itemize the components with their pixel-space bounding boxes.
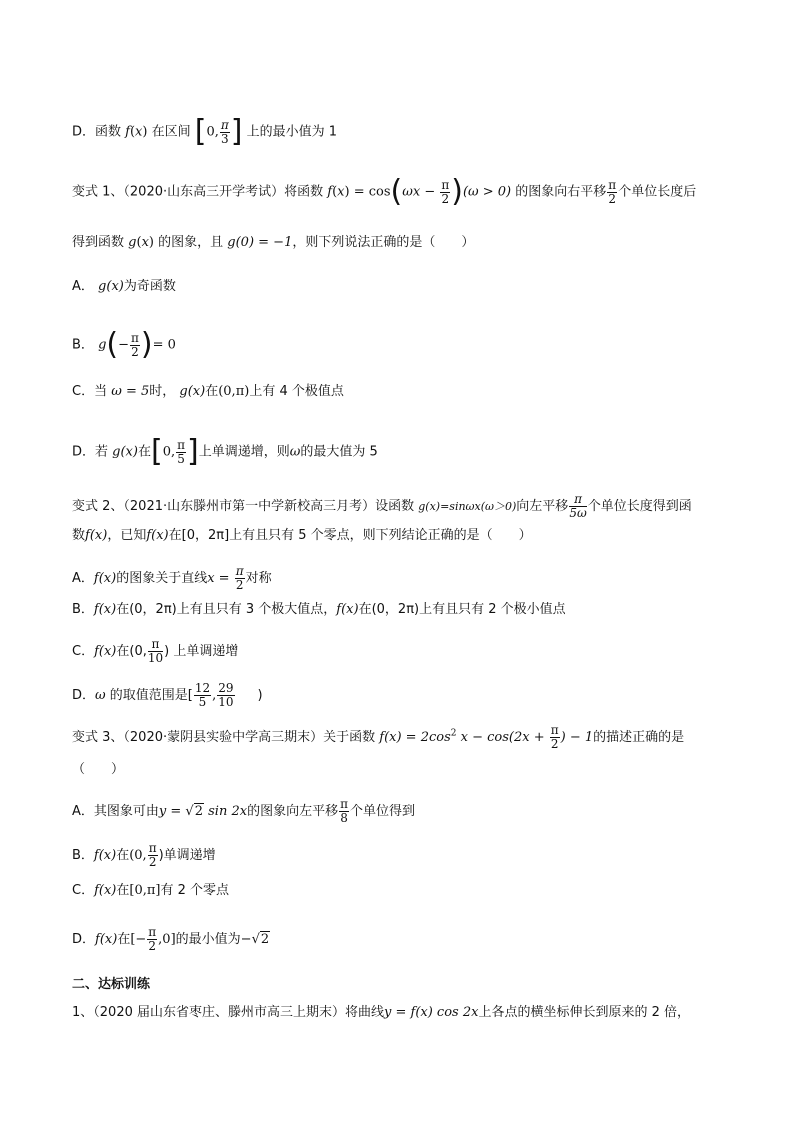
math: g(0) = −1 [227, 235, 293, 250]
fraction: $\frac{\pi}{2}$ [131, 330, 139, 359]
variant-3-option-c: C．f(x)在[0,π]有 2 个零点 [72, 883, 230, 898]
fraction: $\frac{\pi}{2}$ [441, 177, 450, 206]
variant-1-option-a: A． g(x)为奇函数 [72, 279, 176, 294]
text: 在区间 [151, 124, 191, 140]
fraction: $\frac{12}{5}$ [194, 681, 211, 709]
variant-3-option-b: B．f(x)在(0, $\frac{\pi}{2}$ )单调递增 [72, 841, 216, 869]
variant-1-stem: 变式 1、（2020·山东高三开学考试）将函数 f(x) = cos(ωx − $\frac{\pi}{2}$ )(ω > 0) 的图象向右平移 $\frac{\pi}{2}$ 个单位长度后 [72, 174, 697, 209]
variant-2-option-a: A．f(x)的图象关于直线x = $\frac{\pi}{2}$ 对称 [72, 564, 272, 592]
fraction: $\frac{\pi}{2}$ [148, 841, 157, 869]
math: f [125, 124, 130, 140]
text: 得到函数 [72, 235, 125, 250]
fraction: $\frac{\pi}{5\omega}$ [569, 492, 587, 520]
fraction: $\frac{29}{10}$ [218, 681, 234, 709]
text: 上的最小值为 1 [246, 124, 338, 140]
fraction: $\frac{\pi}{2}$ [608, 177, 617, 206]
math: x [135, 124, 143, 140]
fraction: $\frac{\pi}{2}$ [235, 564, 244, 592]
text: 个单位长度后 [618, 184, 697, 200]
variant-3-option-d: D．f(x)在[− $\frac{\pi}{2}$ ,0]的最小值为−√2 [72, 925, 270, 953]
text: 的图象，且 [158, 235, 224, 250]
variant-1-option-c: C．当 ω = 5时， g(x)在(0,π)上有 4 个极值点 [72, 384, 344, 399]
fraction: $\frac{\pi}{2}$ [148, 925, 157, 953]
question-1: 1、（2020 届山东省枣庄、滕州市高三上期末）将曲线y = f(x) cos 2x上各点的横坐标伸长到原来的 2 倍， [72, 1005, 690, 1020]
fraction: $\frac{\pi}{2}$ [550, 723, 559, 751]
math: g(x) [98, 279, 124, 294]
math: g(x)=sinωx(ω＞0) [418, 500, 517, 513]
text: D．函数 [72, 124, 122, 140]
variant-1-option-d: D．若 g(x)在[0, $\frac{\pi}{5}$ ]上单调递增，则ω的最大值为 5 [72, 434, 378, 469]
fraction: $\frac{\pi}{3}$ [220, 117, 229, 146]
text: 变式 1、（2020·山东高三开学考试）将函数 [72, 184, 324, 200]
math: 0, [206, 124, 219, 140]
fraction: $\frac{\pi}{8}$ [340, 797, 348, 825]
text: ，则下列说法正确的是（ ） [292, 235, 475, 250]
math: = cos [353, 184, 391, 200]
fraction: $\frac{\pi}{10}$ [147, 637, 164, 665]
variant-1-option-b: B． g(− $\frac{\pi}{2}$ )= 0 [72, 327, 176, 362]
prev-option-d: D．函数 f(x) 在区间 [0, $\frac{\pi}{3}$ ] 上的最小值为 1 [72, 114, 338, 149]
fraction: $\frac{\pi}{5}$ [177, 437, 185, 466]
section-title: 二、达标训练 [72, 977, 151, 992]
text: 的图象向右平移 [515, 184, 607, 200]
variant-3-stem: 变式 3、（2020·蒙阴县实验中学高三期末）关于函数 $f(x) = 2\cos^2$ x − cos(2x + $\frac{\pi}{2}$ ) − 1的描述正确的是 [72, 723, 685, 751]
variant-3-option-a: A．其图象可由y = √2 sin 2x的图象向左平移 $\frac{\pi}{8}$ 个单位得到 [72, 797, 415, 825]
variant-2-stem-2: 数f(x)，已知f(x)在[0，2π]上有且只有 5 个零点，则下列结论正确的是（ ） [72, 528, 532, 543]
variant-1-stem-2: 得到函数 g(x) 的图象，且 g(0) = −1，则下列说法正确的是（ ） [72, 235, 475, 250]
variant-2-option-c: C．f(x)在(0, $\frac{\pi}{10}$ ) 上单调递增 [72, 637, 239, 665]
math: f [327, 184, 333, 200]
variant-2-stem: 变式 2、（2021·山东滕州市第一中学新校高三月考）设函数 g(x)=sinωx(ω＞0)向左平移 $\frac{\pi}{5\omega}$ 个单位长度得到函 [72, 492, 692, 520]
variant-2-option-b: B．f(x)在(0，2π)上有且只有 3 个极大值点，f(x)在(0，2π)上有且只有 2 个极小值点 [72, 602, 566, 617]
variant-3-stem-2: （ ） [72, 762, 125, 777]
variant-2-option-d: D．ω 的取值范围是[ $\frac{12}{5}$ , $\frac{29}{10}$ ) [72, 681, 263, 709]
